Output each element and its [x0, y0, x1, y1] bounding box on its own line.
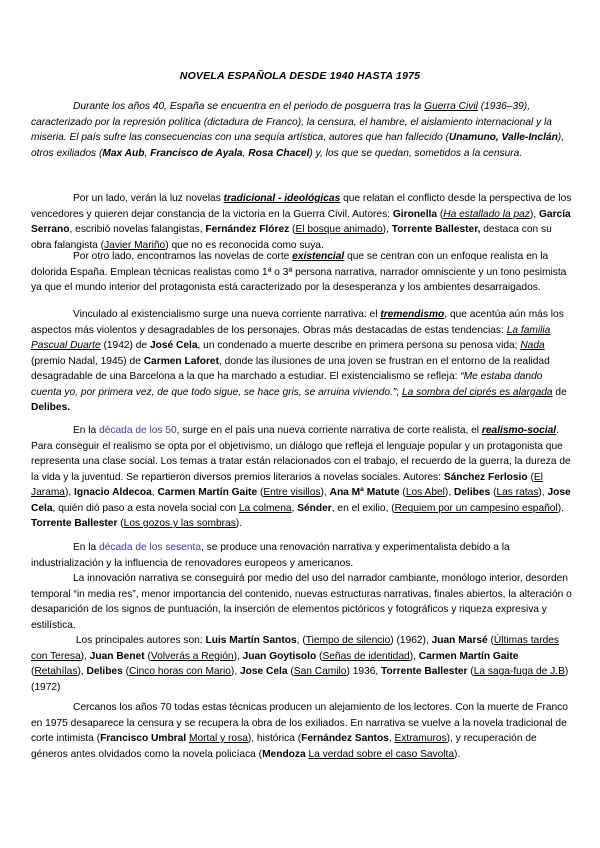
paragraph-existencial: Por otro lado, encontramos las novelas de corte existencial que se centran con un enfoque realista en la dolorida España. Emplean técnicas realistas como 1ª o 3ª persona narrativa, narrador omnisciente y un tono pesimista ya que el mundo interior del protagonista está caracterizado por la desesperanza y los ambientes desarraigados. — [31, 251, 567, 293]
paragraph-sesenta: En la década de los sesenta, se produce una renovación narrativa y experimentalista debido a la industrialización y la influencia de renovadores europeos y americanos. — [31, 542, 510, 569]
paragraph-innovacion: La innovación narrativa se conseguirá por medio del uso del narrador cambiante, monólogo interior, desorden temporal “in media res”, menor importancia del contenido, nuevas estructuras narrativas, finales abiertos, la alteración o desaparición de los signos de puntuación, la inserción de elementos pictóricos y fotográficos y riqueza expresiva y estilística. — [31, 573, 572, 631]
term-realismo-social: realismo-social — [481, 425, 557, 436]
paragraph-tradicional: Por un lado, verán la luz novelas tradicional - ideológicas que relatan el conflicto desde la perspectiva de los vencedores y quieren dejar constancia de la victoria en la Guerra Civil. Autores: Gironella (Ha estallado la paz), García Serrano, escribió novelas falangistas, Fernández Flórez (El bosque animado), Torrente Ballester, destaca con su obra falangista (Javier Mariño) que no es reconocida como suya. — [31, 193, 572, 251]
document-title: NOVELA ESPAÑOLA DESDE 1940 HASTA 1975 — [179, 70, 421, 82]
paragraph-tremendismo: Vinculado al existencialismo surge una nueva corriente narrativa: el tremendismo, que acentúa aún más los aspectos más violentos y desagradables de los personajes. Obras más destacadas de estas tendencias: La familia Pascual Duarte (1942) de José Cela, un condenado a muerte describe en primera persona su penosa vida; Nada (premio Nadal, 1945) de Carmen Laforet, donde las ilusiones de una joven se frustran en el entorno de la realidad desagradable de una Barcelona a la que ha marchado a estudiar. El existencialismo se refleja: “Me estaba dando cuenta yo, por primera vez, de que todo sigue, se hace gris, se arruina viviendo.”; La sombra del ciprés es alargada de Delibes. — [31, 309, 567, 413]
paragraph-setenta: Cercanos los años 70 todas estas técnicas producen un alejamiento de los lectores. Con la muerte de Franco en 1975 desaparece la censura y se recupera la obra de los exiliados. En narrativa se vuelve a la novela tradicional de corte intimista (Francisco Umbral Mortal y rosa), histórica (Fernández Santos, Extramuros), y recuperación de géneros antes olvidados como la novela policíaca (Mendoza La verdad sobre el caso Savolta). — [31, 702, 568, 760]
term-tremendismo: tremendismo — [380, 309, 445, 320]
term-existencial: existencial — [292, 251, 345, 262]
paragraph-autores-sesenta: Los principales autores son: Luis Martín Santos, (Tiempo de silencio) (1962), Juan Marsé (Últimas tardes con Teresa), Juan Benet (Volverás a Región), Juan Goytisolo (Señas de identidad), Carmen Martín Gaite (Retahílas), Delibes (Cinco horas con Mario), Jose Cela (San Camilo) 1936, Torrente Ballester (La saga-fuga de J.B) (1972) — [31, 635, 569, 693]
link-decada-sesenta[interactable]: década de los sesenta — [99, 542, 202, 553]
term-tradicional: tradicional - ideológicas — [223, 193, 341, 204]
link-decada-50[interactable]: década de los 50 — [99, 425, 177, 436]
link-guerra-civil[interactable]: Guerra Civil — [424, 101, 478, 112]
intro-paragraph: Durante los años 40, España se encuentra en el periodo de posguerra tras la Guerra Civil (1936–39), caracterizado por la represión política (dictadura de Franco), la censura, el hambre, el aislamiento internacional y la miseria. El país sufre las consecuencias con una sequía artística, autores que han fallecido (Unamuno, Valle-Inclán), otros exiliados (Max Aub, Francisco de Ayala, Rosa Chacel) y, los que se quedan, sometidos a la censura. — [31, 101, 565, 159]
paragraph-realismo-social: En la década de los 50, surge en el país una nueva corriente narrativa de corte realista, el realismo-social. Para conseguir el realismo se opta por el objetivismo, un diálogo que refleja el lenguaje popular y un protagonista que representa una clase social. Los temas a tratar están relacionados con el trabajo, el recuerdo de la guerra, la dureza de la vida y la juventud. Se repartieron diversos premios literarios a novelas sociales. Autores: Sánchez Ferlosio (El Jarama), Ignacio Aldecoa, Carmen Martín Gaite (Entre visillos), Ana Mª Matute (Los Abel), Delibes (Las ratas), Jose Cela, quién dió paso a esta novela social con La colmena, Sénder, en el exilio, (Requiem por un campesino español). Torrente Ballester (Los gozos y las sombras). — [31, 425, 571, 529]
